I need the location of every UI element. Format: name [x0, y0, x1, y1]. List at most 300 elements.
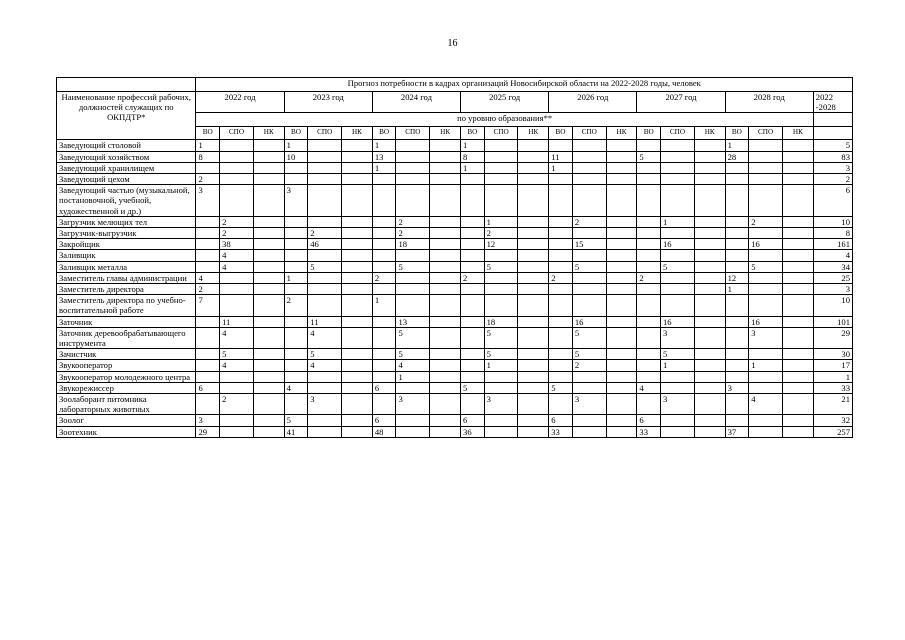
forecast-value	[430, 216, 461, 227]
profession-name: Заведующий столовой	[57, 140, 196, 151]
row-total: 33	[813, 382, 852, 393]
forecast-value	[783, 349, 814, 360]
forecast-value	[342, 394, 373, 415]
forecast-value	[220, 151, 254, 162]
forecast-value	[637, 284, 661, 295]
forecast-value	[372, 371, 396, 382]
forecast-value	[518, 228, 549, 239]
level-header: ВО	[372, 127, 396, 140]
row-total: 29	[813, 327, 852, 348]
forecast-value	[694, 250, 725, 261]
forecast-value	[694, 295, 725, 316]
forecast-value	[606, 415, 637, 426]
forecast-value: 16	[661, 316, 695, 327]
forecast-value	[284, 239, 308, 250]
forecast-value	[284, 394, 308, 415]
forecast-value: 4	[749, 394, 783, 415]
forecast-value	[430, 272, 461, 283]
forecast-value	[461, 261, 485, 272]
forecast-value	[549, 174, 573, 185]
level-header: СПО	[749, 127, 783, 140]
forecast-value	[606, 140, 637, 151]
row-total: 17	[813, 360, 852, 371]
forecast-value	[783, 295, 814, 316]
forecast-value	[484, 295, 518, 316]
forecast-value	[461, 239, 485, 250]
forecast-value	[253, 261, 284, 272]
forecast-value	[783, 415, 814, 426]
forecast-value	[396, 295, 430, 316]
forecast-value: 38	[220, 239, 254, 250]
level-header: ВО	[284, 127, 308, 140]
forecast-value: 2	[372, 272, 396, 283]
forecast-value	[342, 360, 373, 371]
forecast-value	[749, 382, 783, 393]
forecast-value	[661, 382, 695, 393]
forecast-value	[694, 228, 725, 239]
forecast-value: 1	[661, 216, 695, 227]
forecast-value: 2	[637, 272, 661, 283]
forecast-value	[430, 415, 461, 426]
level-header: СПО	[308, 127, 342, 140]
forecast-value: 5	[637, 151, 661, 162]
forecast-value	[342, 228, 373, 239]
forecast-value	[518, 371, 549, 382]
forecast-value	[783, 284, 814, 295]
forecast-value: 4	[284, 382, 308, 393]
level-header: СПО	[484, 127, 518, 140]
forecast-value	[518, 394, 549, 415]
forecast-value: 16	[749, 239, 783, 250]
forecast-value	[461, 295, 485, 316]
forecast-value	[725, 371, 749, 382]
forecast-value	[308, 216, 342, 227]
forecast-value	[518, 272, 549, 283]
forecast-value: 1	[749, 360, 783, 371]
forecast-value: 1	[284, 140, 308, 151]
forecast-value	[572, 295, 606, 316]
forecast-value	[430, 349, 461, 360]
forecast-value	[308, 415, 342, 426]
forecast-value	[749, 185, 783, 217]
profession-name: Звукорежиссер	[57, 382, 196, 393]
forecast-value	[518, 185, 549, 217]
forecast-value	[253, 327, 284, 348]
forecast-value	[694, 382, 725, 393]
forecast-value	[518, 174, 549, 185]
forecast-value	[196, 316, 220, 327]
profession-name: Загрузчик мелющих тел	[57, 216, 196, 227]
forecast-value	[694, 426, 725, 437]
forecast-value: 2	[396, 216, 430, 227]
forecast-value	[518, 250, 549, 261]
table-row	[57, 151, 853, 162]
forecast-value	[549, 239, 573, 250]
forecast-value	[549, 349, 573, 360]
forecast-value	[661, 140, 695, 151]
forecast-value	[308, 250, 342, 261]
forecast-value	[484, 272, 518, 283]
forecast-value: 1	[372, 162, 396, 173]
forecast-value	[725, 295, 749, 316]
forecast-value	[783, 272, 814, 283]
forecast-value	[196, 216, 220, 227]
forecast-value	[342, 239, 373, 250]
row-total: 34	[813, 261, 852, 272]
forecast-value	[518, 140, 549, 151]
forecast-value	[342, 261, 373, 272]
row-total: 5	[813, 140, 852, 151]
forecast-value	[430, 371, 461, 382]
table-row	[57, 327, 853, 348]
forecast-value	[749, 174, 783, 185]
row-total: 10	[813, 295, 852, 316]
forecast-value	[430, 360, 461, 371]
forecast-value	[694, 239, 725, 250]
forecast-value: 11	[549, 151, 573, 162]
table-row	[57, 394, 853, 415]
forecast-value	[253, 185, 284, 217]
forecast-value: 12	[725, 272, 749, 283]
forecast-value	[253, 239, 284, 250]
forecast-value: 37	[725, 426, 749, 437]
forecast-value: 5	[220, 349, 254, 360]
forecast-value: 5	[572, 349, 606, 360]
forecast-value	[749, 250, 783, 261]
forecast-value	[637, 295, 661, 316]
forecast-value	[342, 284, 373, 295]
forecast-value	[572, 371, 606, 382]
forecast-value	[783, 426, 814, 437]
forecast-value: 3	[396, 394, 430, 415]
forecast-value	[372, 284, 396, 295]
forecast-value: 5	[396, 261, 430, 272]
forecast-value	[749, 415, 783, 426]
forecast-value	[308, 371, 342, 382]
forecast-value	[220, 426, 254, 437]
forecast-value	[253, 272, 284, 283]
row-total: 3	[813, 162, 852, 173]
forecast-value	[196, 349, 220, 360]
forecast-value: 16	[572, 316, 606, 327]
forecast-value	[694, 284, 725, 295]
forecast-value	[637, 360, 661, 371]
forecast-value	[783, 327, 814, 348]
forecast-value	[749, 151, 783, 162]
forecast-value	[461, 394, 485, 415]
profession-name: Заведующий цехом	[57, 174, 196, 185]
forecast-value	[372, 394, 396, 415]
profession-name: Звукооператор	[57, 360, 196, 371]
forecast-value	[220, 284, 254, 295]
row-total: 101	[813, 316, 852, 327]
forecast-value	[253, 174, 284, 185]
forecast-value	[484, 382, 518, 393]
forecast-value	[430, 250, 461, 261]
forecast-value: 1	[549, 162, 573, 173]
forecast-value	[749, 295, 783, 316]
forecast-value	[783, 394, 814, 415]
level-header: ВО	[725, 127, 749, 140]
forecast-value	[749, 371, 783, 382]
forecast-value: 1	[196, 140, 220, 151]
forecast-value	[461, 250, 485, 261]
forecast-value	[430, 394, 461, 415]
forecast-value	[725, 360, 749, 371]
forecast-value	[396, 382, 430, 393]
forecast-value	[694, 360, 725, 371]
forecast-value	[661, 228, 695, 239]
forecast-value: 29	[196, 426, 220, 437]
education-level-caption: по уровню образования**	[196, 113, 813, 127]
forecast-value: 48	[372, 426, 396, 437]
row-total: 6	[813, 185, 852, 217]
forecast-value	[606, 162, 637, 173]
forecast-value	[284, 316, 308, 327]
forecast-value	[342, 140, 373, 151]
forecast-value	[253, 295, 284, 316]
forecast-value	[308, 426, 342, 437]
forecast-value	[661, 162, 695, 173]
forecast-value	[284, 349, 308, 360]
level-header: НК	[783, 127, 814, 140]
forecast-value	[372, 316, 396, 327]
row-total: 257	[813, 426, 852, 437]
forecast-value: 4	[637, 382, 661, 393]
forecast-value: 1	[484, 216, 518, 227]
forecast-value: 3	[661, 394, 695, 415]
profession-name: Зачистчик	[57, 349, 196, 360]
total-caption-cell	[813, 113, 852, 127]
forecast-value: 3	[725, 382, 749, 393]
forecast-value	[372, 349, 396, 360]
forecast-value	[518, 327, 549, 348]
row-total: 30	[813, 349, 852, 360]
forecast-value	[484, 162, 518, 173]
forecast-value	[220, 140, 254, 151]
forecast-value	[518, 382, 549, 393]
forecast-value	[220, 272, 254, 283]
forecast-value	[484, 284, 518, 295]
forecast-value: 15	[572, 239, 606, 250]
forecast-value	[196, 228, 220, 239]
year-header: 2026 год	[549, 92, 637, 113]
forecast-value	[549, 216, 573, 227]
forecast-value: 11	[308, 316, 342, 327]
profession-name: Заведующий частью (музыкальной, постановочной, учебной, художественной и др.)	[57, 185, 196, 217]
year-header: 2027 год	[637, 92, 725, 113]
forecast-value: 2	[196, 284, 220, 295]
forecast-value	[725, 239, 749, 250]
forecast-value	[725, 415, 749, 426]
forecast-value	[284, 228, 308, 239]
forecast-value	[694, 371, 725, 382]
forecast-value	[430, 316, 461, 327]
forecast-value	[783, 371, 814, 382]
forecast-value: 33	[637, 426, 661, 437]
forecast-value	[196, 261, 220, 272]
forecast-value	[572, 284, 606, 295]
forecast-value	[461, 316, 485, 327]
forecast-value	[196, 250, 220, 261]
forecast-value	[518, 239, 549, 250]
forecast-value	[396, 426, 430, 437]
row-total: 25	[813, 272, 852, 283]
forecast-value	[220, 415, 254, 426]
forecast-value	[284, 360, 308, 371]
forecast-value: 5	[572, 327, 606, 348]
forecast-value	[637, 140, 661, 151]
forecast-value	[220, 371, 254, 382]
table-row	[57, 140, 853, 151]
forecast-value: 2	[572, 360, 606, 371]
forecast-value	[430, 426, 461, 437]
forecast-value	[284, 371, 308, 382]
forecast-value	[606, 239, 637, 250]
forecast-value: 2	[461, 272, 485, 283]
forecast-value	[196, 360, 220, 371]
year-header-row	[57, 92, 853, 113]
forecast-value: 5	[661, 349, 695, 360]
forecast-value	[253, 284, 284, 295]
forecast-value	[253, 151, 284, 162]
row-total: 2	[813, 174, 852, 185]
forecast-value	[572, 151, 606, 162]
level-header: ВО	[196, 127, 220, 140]
forecast-value: 5	[749, 261, 783, 272]
forecast-value	[396, 250, 430, 261]
row-total: 8	[813, 228, 852, 239]
forecast-value	[253, 349, 284, 360]
year-header: 2022 год	[196, 92, 284, 113]
row-total: 10	[813, 216, 852, 227]
forecast-value: 1	[396, 371, 430, 382]
forecast-value	[284, 174, 308, 185]
year-header: 2024 год	[372, 92, 460, 113]
forecast-value	[484, 371, 518, 382]
table-title: Прогноз потребности в кадрах организаций Новосибирской области на 2022-2028 годы, человек	[196, 78, 853, 92]
forecast-value: 16	[661, 239, 695, 250]
forecast-value	[430, 327, 461, 348]
profession-name: Зоотехник	[57, 426, 196, 437]
forecast-value	[637, 162, 661, 173]
forecast-value	[220, 185, 254, 217]
forecast-value	[430, 261, 461, 272]
forecast-value	[372, 216, 396, 227]
forecast-value	[606, 284, 637, 295]
forecast-value	[637, 316, 661, 327]
forecast-value	[637, 174, 661, 185]
forecast-value	[518, 162, 549, 173]
forecast-value	[637, 327, 661, 348]
forecast-value	[549, 250, 573, 261]
forecast-value	[396, 151, 430, 162]
level-header: ВО	[461, 127, 485, 140]
forecast-value	[606, 174, 637, 185]
forecast-value	[284, 284, 308, 295]
forecast-value: 3	[284, 185, 308, 217]
forecast-value	[725, 162, 749, 173]
forecast-value	[725, 185, 749, 217]
profession-name: Заместитель директора	[57, 284, 196, 295]
forecast-value	[372, 228, 396, 239]
forecast-value: 4	[308, 360, 342, 371]
forecast-value	[396, 162, 430, 173]
forecast-value	[606, 295, 637, 316]
forecast-value	[308, 382, 342, 393]
level-header: ВО	[637, 127, 661, 140]
forecast-value: 2	[396, 228, 430, 239]
forecast-value	[606, 216, 637, 227]
forecast-value: 2	[220, 228, 254, 239]
forecast-value	[396, 140, 430, 151]
forecast-value	[749, 426, 783, 437]
forecast-value	[253, 382, 284, 393]
forecast-value	[430, 174, 461, 185]
forecast-value	[308, 151, 342, 162]
forecast-value: 5	[549, 382, 573, 393]
forecast-value	[572, 174, 606, 185]
forecast-value: 6	[196, 382, 220, 393]
forecast-value: 2	[308, 228, 342, 239]
forecast-value	[396, 185, 430, 217]
forecast-value	[783, 151, 814, 162]
forecast-value	[484, 415, 518, 426]
forecast-value	[396, 272, 430, 283]
forecast-value: 1	[372, 140, 396, 151]
forecast-value	[694, 140, 725, 151]
forecast-value	[694, 174, 725, 185]
forecast-value	[342, 151, 373, 162]
year-header: 2023 год	[284, 92, 372, 113]
forecast-value	[518, 295, 549, 316]
forecast-value: 18	[484, 316, 518, 327]
forecast-value	[661, 415, 695, 426]
forecast-value: 5	[461, 382, 485, 393]
forecast-value	[430, 228, 461, 239]
forecast-value	[783, 239, 814, 250]
forecast-value	[549, 316, 573, 327]
forecast-value	[342, 327, 373, 348]
forecast-value: 18	[396, 239, 430, 250]
forecast-value: 2	[220, 394, 254, 415]
forecast-value	[783, 174, 814, 185]
year-header: 2025 год	[461, 92, 549, 113]
forecast-value	[342, 216, 373, 227]
forecast-value	[308, 140, 342, 151]
forecast-value	[484, 250, 518, 261]
forecast-value	[196, 371, 220, 382]
forecast-value	[220, 382, 254, 393]
forecast-value	[484, 174, 518, 185]
forecast-value	[549, 327, 573, 348]
forecast-value	[749, 162, 783, 173]
forecast-value	[694, 349, 725, 360]
forecast-value	[484, 185, 518, 217]
profession-name: Закройщик	[57, 239, 196, 250]
forecast-value	[637, 394, 661, 415]
forecast-value	[196, 162, 220, 173]
level-header: СПО	[396, 127, 430, 140]
level-header: НК	[518, 127, 549, 140]
forecast-value: 5	[284, 415, 308, 426]
forecast-value	[783, 316, 814, 327]
forecast-value: 16	[749, 316, 783, 327]
forecast-value	[342, 349, 373, 360]
forecast-value	[430, 382, 461, 393]
table-row	[57, 295, 853, 316]
forecast-value	[220, 295, 254, 316]
